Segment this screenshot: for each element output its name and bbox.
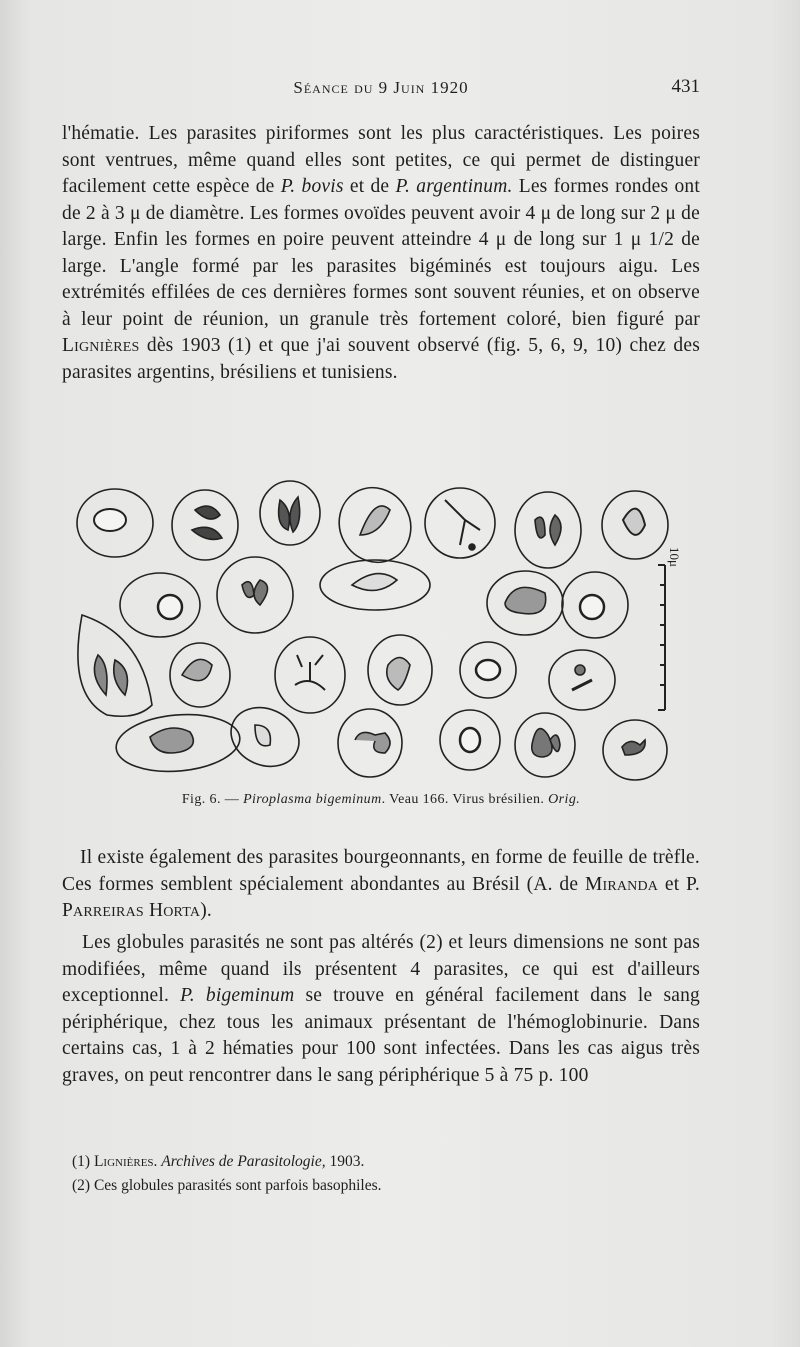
footnote-1 [72, 1150, 700, 1174]
caption-text: . Veau 166. Virus brésilien. [381, 792, 549, 807]
footnote-author: Lignières. [93, 1153, 158, 1170]
text-run: Les globules parasités ne sont pas altérés (2) et leurs dimensions ne sont pas modifiées, même quand ils présentent 4 parasites, ce qui est d'ailleurs exceptionnel. [62, 932, 700, 1006]
footnote-title: Archives de Parasitologie, [161, 1153, 326, 1170]
figure-blood-cells [70, 475, 700, 800]
blood-cell-drawing [70, 475, 700, 800]
text-run: l'hématie. Les parasites piriformes sont les plus caractéristiques. Les poires sont ventrues, même quand elles sont petites, ce qui permet de distinguer facilement cette espèce de [62, 123, 700, 197]
author-name: Miranda [584, 873, 659, 895]
running-title: Séance du 9 Juin 1920 [293, 78, 469, 97]
caption-species: Piroplasma bigeminum [243, 792, 382, 807]
footnote-number: (1) [72, 1153, 94, 1170]
footnote-2: (2) Ces globules parasités sont parfois basophiles. [72, 1177, 382, 1194]
footnotes [72, 1150, 700, 1198]
text-run: Les formes rondes ont de 2 à 3 μ de diamètre. Les formes ovoïdes peuvent avoir 4 μ de long sur 2 μ de large. Enfin les formes en poire peuvent atteindre 4 μ de long sur 1 μ 1/2 de large. L'angle formé par les parasites bigéminés est toujours aigu. Les extrémités effilées de ces dernières formes sont souvent réunies, et on observe à leur point de réunion, un granule très fortement coloré, bien figuré par [62, 176, 700, 330]
footnote-year: 1903. [325, 1153, 365, 1170]
page-header [62, 76, 700, 106]
text-run: se trouve en général facilement dans le sang périphérique, chez tous les animaux présentant de l'hémoglobinurie. Dans certains cas, 1 à 2 hématies pour 100 sont infectées. Dans les cas aigus très graves, on peut rencontrer dans le sang périphérique 5 à 75 p. 100 [62, 985, 700, 1086]
paragraph-infected-cells [62, 930, 700, 1089]
red-cell [338, 709, 402, 777]
caption-label: Fig. 6. — [181, 792, 244, 807]
text-run: Il existe également des parasites bourgeonnants, en forme de feuille de trèfle. Ces formes semblent spécialement abondantes au Brésil (A. de [62, 847, 700, 895]
red-cell [172, 490, 238, 560]
page-number: 431 [671, 76, 700, 97]
text-run: dès 1903 (1) et que j'ai souvent observé (fig. 5, 6, 9, 10) chez des parasites argentins, brésiliens et tunisiens. [62, 335, 700, 383]
author-name: Parreiras Horta [62, 900, 201, 921]
author-name: Lignières [62, 335, 140, 356]
caption-orig: Orig. [548, 792, 581, 807]
text-run: et P. [658, 873, 700, 895]
species-name: P. bovis [280, 176, 344, 197]
paragraph-parasite-forms [62, 121, 700, 386]
figure-caption [62, 792, 700, 808]
species-name: P. bigeminum [180, 985, 295, 1006]
red-cell [549, 650, 615, 710]
paragraph-budding-parasites [62, 845, 700, 925]
species-name: P. argentinum. [395, 176, 513, 197]
red-cell [515, 492, 581, 568]
red-cell [425, 488, 495, 558]
text-run: ). [200, 900, 212, 921]
scale-label: 10μ [667, 547, 682, 567]
text-run: et de [343, 176, 396, 197]
